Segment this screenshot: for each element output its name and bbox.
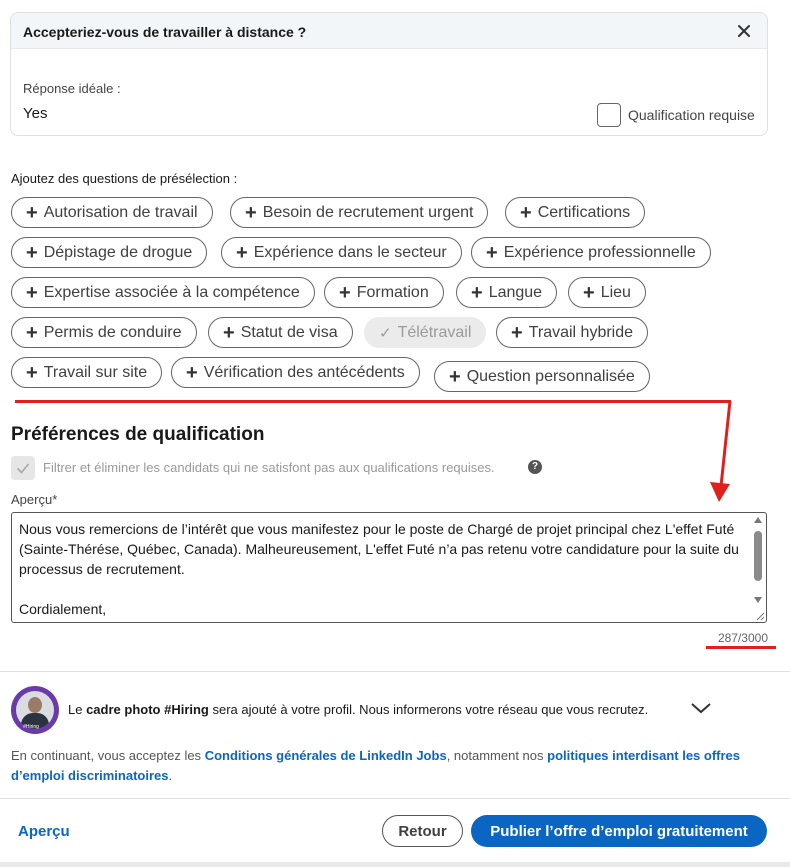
filter-candidates-checkbox [11, 456, 35, 480]
rejection-message-textarea[interactable] [11, 512, 767, 623]
pill-onsite-work[interactable]: + Travail sur site [11, 357, 162, 388]
plus-icon: + [339, 281, 351, 304]
plus-icon: + [520, 201, 532, 224]
preview-button[interactable]: Aperçu [18, 823, 70, 840]
scroll-up-arrow-icon[interactable] [754, 517, 762, 523]
check-icon [15, 460, 31, 476]
plus-icon: + [186, 361, 198, 384]
filter-candidates-label: Filtrer et éliminer les candidats qui ne satisfont pas aux qualifications requises. [43, 460, 495, 475]
character-counter: 287/3000 [717, 631, 768, 645]
pill-skill-expertise[interactable]: + Expertise associée à la compétence [11, 277, 315, 308]
pill-urgent-hiring[interactable]: + Besoin de recrutement urgent [230, 197, 488, 228]
pill-visa-status[interactable]: + Statut de visa [208, 317, 353, 348]
plus-icon: + [26, 241, 38, 264]
scrollbar-thumb[interactable] [754, 531, 762, 581]
pill-industry-experience[interactable]: + Expérience dans le secteur [221, 237, 462, 268]
ideal-answer-label: Réponse idéale : [23, 81, 121, 96]
close-icon[interactable] [735, 22, 753, 40]
plus-icon: + [471, 281, 483, 304]
publish-job-button[interactable]: Publier l’offre d’emploi gratuitement [471, 815, 767, 847]
message-blank-line [19, 579, 739, 599]
pill-remote-work: ✓ Télétravail [364, 317, 486, 348]
plus-icon: + [583, 281, 595, 304]
plus-icon: + [26, 201, 38, 224]
back-button[interactable]: Retour [382, 815, 463, 847]
divider [0, 798, 790, 799]
pill-work-experience[interactable]: + Expérience professionnelle [471, 237, 711, 268]
screening-questions-label: Ajoutez des questions de présélection : [11, 171, 238, 186]
chevron-down-icon[interactable] [690, 700, 712, 716]
help-icon[interactable]: ? [528, 460, 542, 474]
required-qualification-label: Qualification requise [628, 107, 755, 123]
question-card-header [11, 13, 767, 49]
message-line: Nous vous remercions de l’intérêt que vous manifestez pour le poste de Chargé de projet principal chez L'effet Futé (Sainte-Thérése, Québec, Canada). Malheureusement, L'effet Futé n’a pas retenu votre candidature pour la suite du processus de recrutement. [19, 521, 739, 577]
plus-icon: + [245, 201, 257, 224]
annotation-arrow [700, 398, 740, 508]
annotation-line [15, 400, 731, 403]
avatar: #Hiring [11, 686, 59, 734]
question-card [10, 12, 768, 136]
plus-icon: + [486, 241, 498, 264]
ideal-answer-value: Yes [23, 105, 48, 122]
annotation-underline [706, 646, 776, 649]
pill-background-check[interactable]: + Vérification des antécédents [171, 357, 420, 388]
pill-education[interactable]: + Formation [324, 277, 444, 308]
rejection-message-text[interactable] [19, 519, 739, 619]
plus-icon: + [26, 281, 38, 304]
pill-certifications[interactable]: + Certifications [505, 197, 645, 228]
resize-grip-icon[interactable] [753, 609, 765, 621]
divider [0, 671, 790, 672]
plus-icon: + [26, 321, 38, 344]
required-qualification-checkbox[interactable] [597, 103, 621, 127]
plus-icon: + [26, 361, 38, 384]
pill-work-authorization[interactable]: + Autorisation de travail [11, 197, 213, 228]
pill-hybrid-work[interactable]: + Travail hybride [496, 317, 648, 348]
bottom-edge [0, 862, 790, 867]
pill-custom-question[interactable]: + Question personnalisée [434, 361, 650, 392]
pill-drug-test[interactable]: + Dépistage de drogue [11, 237, 207, 268]
plus-icon: + [223, 321, 235, 344]
preview-field-label: Aperçu* [11, 492, 58, 507]
linkedin-jobs-terms-link[interactable]: Conditions générales de LinkedIn Jobs [204, 748, 447, 763]
plus-icon: + [449, 365, 461, 388]
hiring-frame-text: Le cadre photo #Hiring sera ajouté à votre profil. Nous informerons votre réseau que vous recrutez. [68, 702, 649, 717]
terms-text: En continuant, vous acceptez les Conditions générales de LinkedIn Jobs, notamment nos politiques interdisant les offres d’emploi discriminatoires. [11, 748, 741, 783]
check-icon: ✓ [379, 324, 392, 342]
plus-icon: + [511, 321, 523, 344]
pill-location[interactable]: + Lieu [568, 277, 646, 308]
qualification-preferences-title: Préférences de qualification [11, 424, 265, 445]
plus-icon: + [236, 241, 248, 264]
pill-language[interactable]: + Langue [456, 277, 557, 308]
message-line: Cordialement, [19, 601, 107, 617]
pill-driver-license[interactable]: + Permis de conduire [11, 317, 197, 348]
question-title: Accepteriez-vous de travailler à distance ? [23, 24, 307, 40]
scroll-down-arrow-icon[interactable] [754, 597, 762, 603]
discrimination-policy-link[interactable]: politiques interdisant les offres d’emploi discriminatoires [11, 748, 741, 783]
